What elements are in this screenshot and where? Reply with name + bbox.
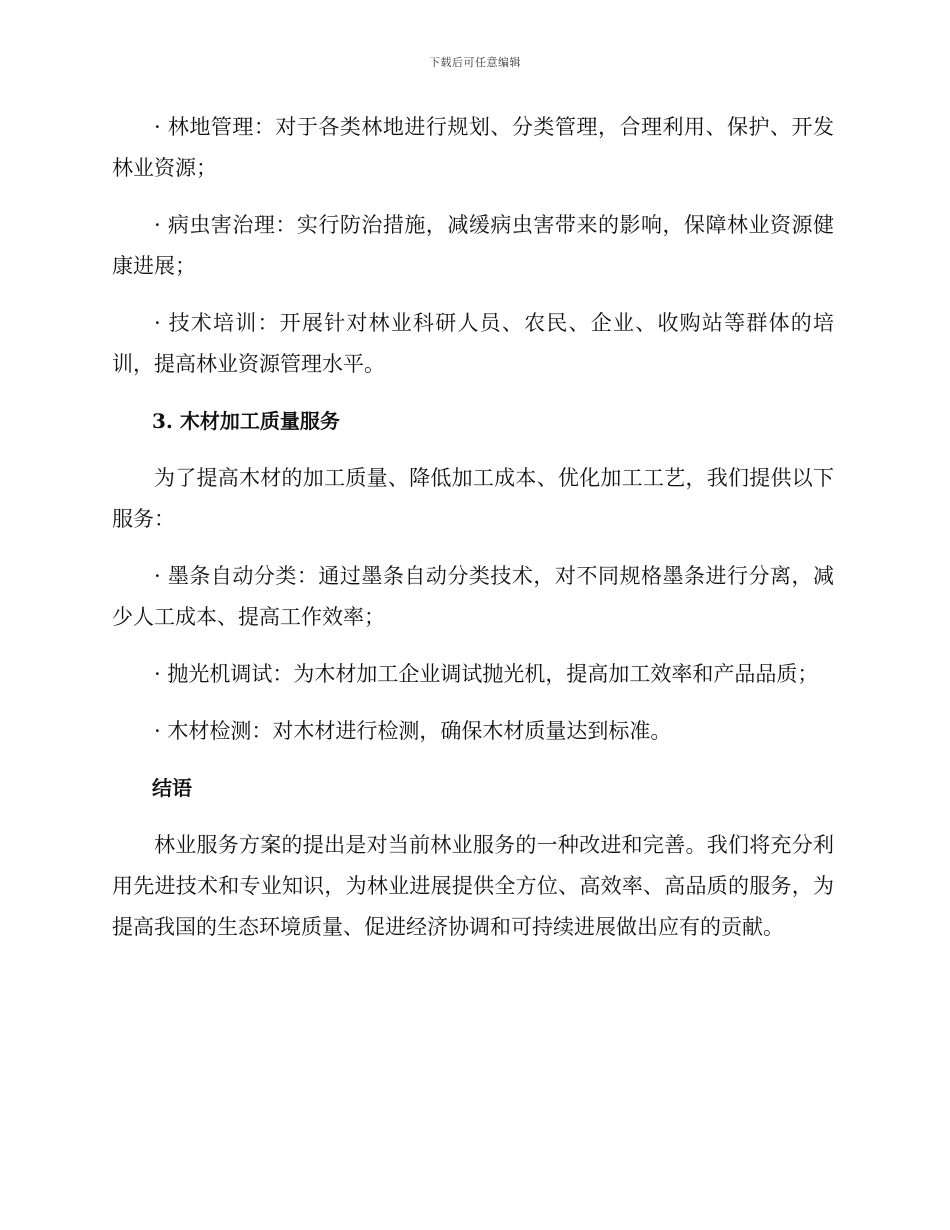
paragraph-conclusion: 林业服务方案的提出是对当前林业服务的一种改进和完善。我们将充分利用先进技术和专业知识，为林业进展提供全方位、高效率、高品质的服务，为提高我国的生态环境质量、促进经济协调和可持续进展做出应有的贡献。: [112, 833, 834, 939]
bullet-pest-control: · 病虫害治理：实行防治措施，减缓病虫害带来的影响，保障林业资源健康进展；: [112, 213, 834, 278]
page-header: 下载后可任意编辑: [429, 56, 521, 69]
bullet-auto-classification: · 墨条自动分类：通过墨条自动分类技术，对不同规格墨条进行分离，减少人工成本、提高工作效率；: [112, 564, 834, 629]
bullet-technical-training: · 技术培训：开展针对林业科研人员、农民、企业、收购站等群体的培训，提高林业资源管理水平。: [112, 311, 834, 376]
bullet-forest-land-management: · 林地管理：对于各类林地进行规划、分类管理，合理利用、保护、开发林业资源；: [112, 115, 834, 180]
paragraph-wood-services-intro: 为了提高木材的加工质量、降低加工成本、优化加工工艺，我们提供以下服务：: [112, 466, 834, 531]
bullet-polisher-debugging: · 抛光机调试：为木材加工企业调试抛光机，提高加工效率和产品品质；: [154, 662, 819, 686]
document-body: [112, 107, 834, 948]
section-heading-conclusion: 结语: [152, 776, 192, 800]
bullet-wood-inspection: · 木材检测：对木材进行检测，确保木材质量达到标准。: [154, 719, 672, 743]
section-heading-wood-processing: 3. 木材加工质量服务: [152, 409, 340, 433]
